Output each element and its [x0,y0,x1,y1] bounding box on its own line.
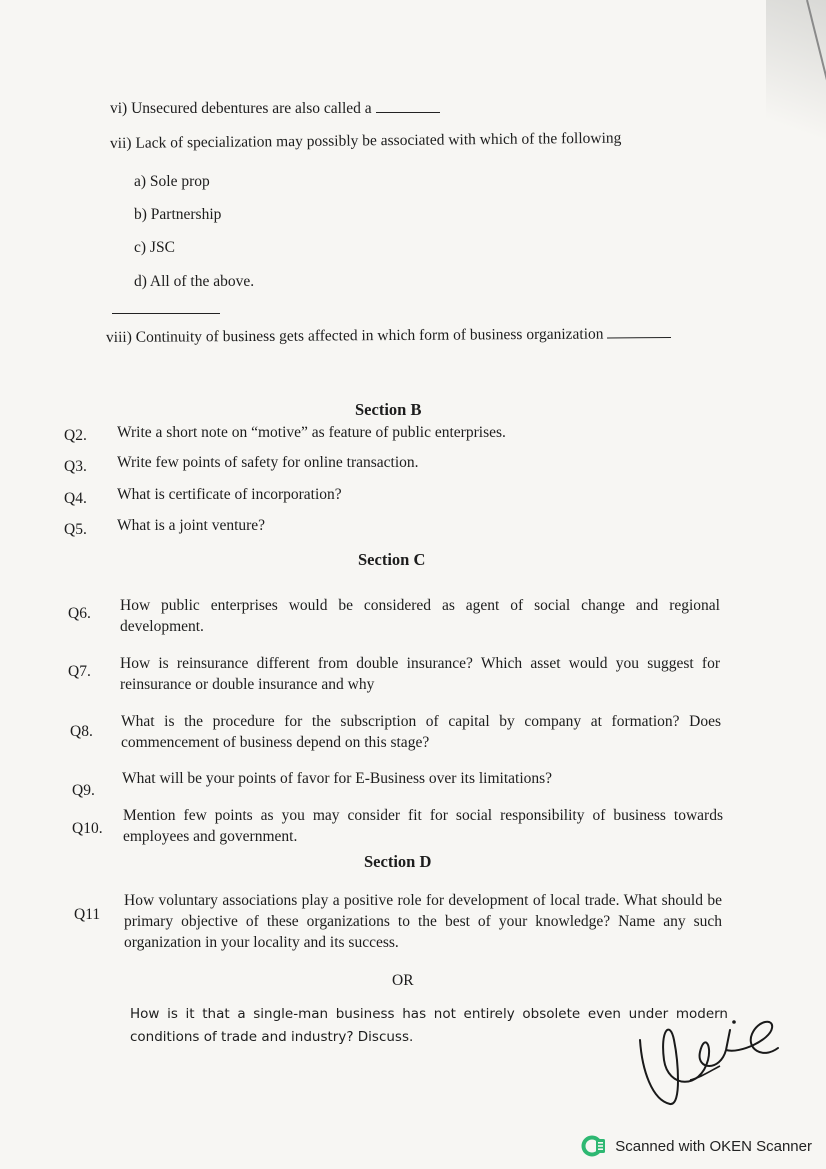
question-viii-text: viii) Continuity of business gets affected in which form of business organization [105,325,604,346]
oken-scanner-logo-icon [581,1135,607,1157]
signature [630,1000,780,1110]
or-label: OR [392,972,414,989]
question-vi-text: vi) Unsecured debentures are also called a [110,100,372,117]
question-text: What will be your points of favor for E-Business over its limitations? [122,770,553,787]
question-vii: vii) Lack of specialization may possibly be associated with which of the following [109,129,622,152]
option-c: c) JSC [134,239,175,256]
question-text-alternative: How is it that a single-man business has not entirely obsolete even under modern conditions of trade and industry? Discuss. [130,1006,728,1045]
option-a: a) Sole prop [134,173,210,190]
question-text: What is a joint venture? [117,517,266,534]
answer-blank [376,100,440,113]
section-b-heading: Section B [355,400,422,419]
answer-blank-vii [112,313,220,314]
question-text: Write few points of safety for online transaction. [117,454,419,471]
answer-blank [607,325,671,338]
question-number: Q3. [64,458,87,475]
question-number: Q8. [70,723,93,740]
page-corner-shadow [766,0,826,180]
scanner-watermark [581,1135,812,1157]
question-number: Q9. [72,782,95,799]
question-text: Write a short note on “motive” as feature of public enterprises. [117,424,506,441]
question-number: Q7. [68,663,91,680]
question-number: Q6. [68,605,91,622]
question-text: How is reinsurance different from double insurance? Which asset would you suggest for reinsurance or double insurance and why [120,655,720,693]
question-text: Mention few points as you may consider fit for social responsibility of business towards employees and government. [123,807,723,845]
question-text: How voluntary associations play a positive role for development of local trade. What should be primary objective of these organizations to the best of your knowledge? Name any such organization in your locality and its success. [124,892,722,951]
question-number: Q11 [74,906,101,923]
question-number: Q4. [64,490,87,507]
option-b: b) Partnership [134,206,222,223]
question-number: Q5. [64,521,87,538]
question-number: Q10. [72,820,103,837]
scanner-text: Scanned with OKEN Scanner [615,1137,812,1155]
question-vi [110,98,440,119]
option-d: d) All of the above. [134,273,255,290]
question-number: Q2. [64,427,87,444]
section-c-heading: Section C [358,550,426,569]
question-viii [106,323,672,348]
question-text: What is the procedure for the subscription of capital by company at formation? Does commencement of business depend on this stage? [121,713,721,751]
question-text: How public enterprises would be considered as agent of social change and regional development. [120,597,720,635]
section-d-heading: Section D [364,852,432,871]
question-text: What is certificate of incorporation? [117,486,342,503]
